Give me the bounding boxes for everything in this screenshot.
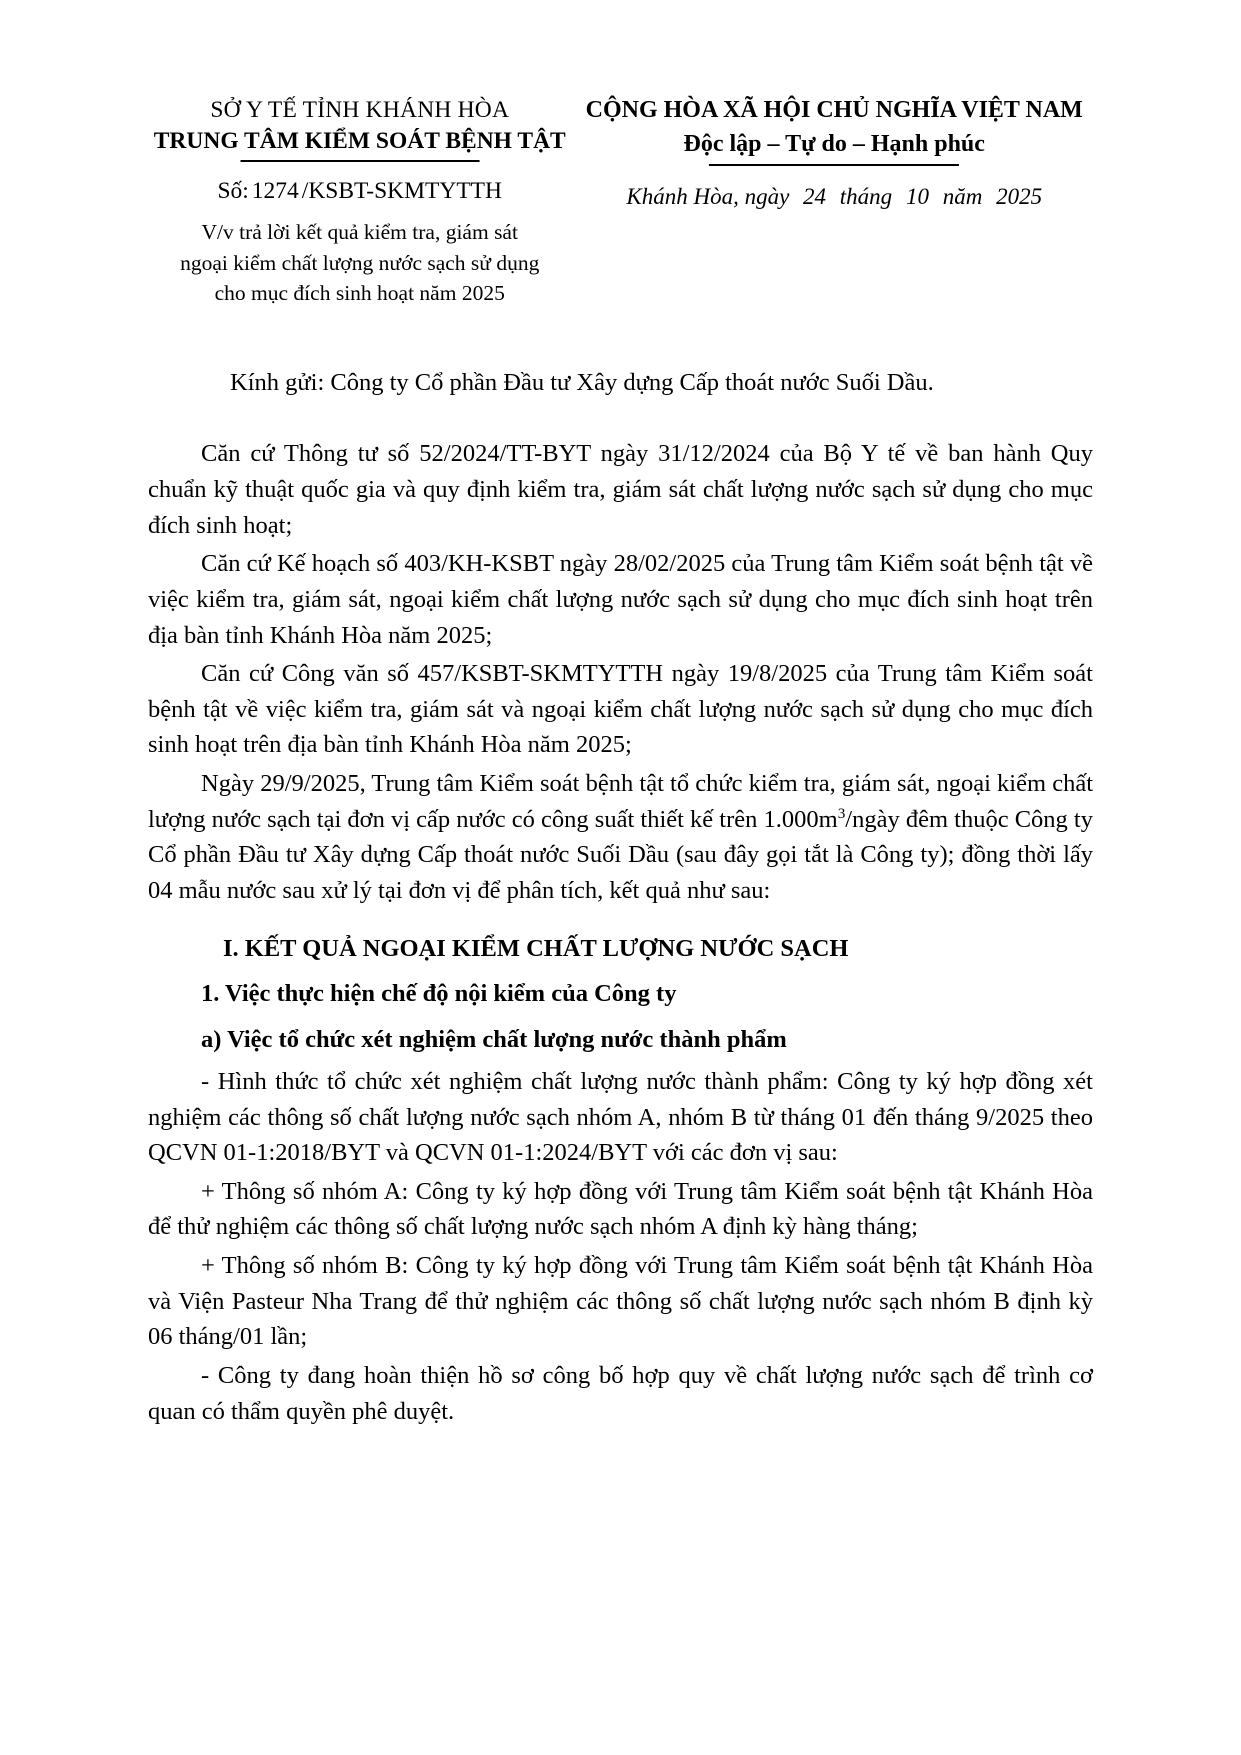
document-number-label: Số: (217, 177, 249, 204)
document-number-line (148, 176, 571, 207)
letterhead (148, 95, 1093, 309)
center-name: TRUNG TÂM KIỂM SOÁT BỆNH TẬT (154, 126, 566, 157)
document-number-suffix: /KSBT-SKMTYTTH (301, 177, 503, 204)
date-day: 24 (803, 184, 827, 210)
place-text: Khánh Hòa, ngày (626, 184, 790, 210)
group-b-parameters-paragraph: + Thông số nhóm B: Công ty ký hợp đồng với Trung tâm Kiểm soát bệnh tật Khánh Hòa và Viện Pasteur Nha Trang để thử nghiệm các thông số chất lượng nước sạch nhóm B định kỳ 06 tháng/01 lần; (148, 1252, 1093, 1351)
group-a-parameters-paragraph: + Thông số nhóm A: Công ty ký hợp đồng với Trung tâm Kiểm soát bệnh tật Khánh Hòa để thử nghiệm các thông số chất lượng nước sạch nhóm A định kỳ hàng tháng; (148, 1177, 1093, 1241)
inspection-text-part-2: /ngày đêm thuộc Công ty Cổ phần Đầu tư Xây dựng Cấp thoát nước Suối Dầu (sau đây gọi tắt là Công ty); đồng thời lấy 04 mẫu nước sau xử lý tại đơn vị để phân tích, kết quả như sau: (148, 805, 1093, 904)
department-name: SỞ Y TẾ TỈNH KHÁNH HÒA (210, 97, 510, 123)
testing-form-paragraph: - Hình thức tổ chức xét nghiệm chất lượng nước thành phẩm: Công ty ký hợp đồng xét nghiệm các thông số chất lượng nước sạch nhóm A, nhóm B từ tháng 01 đến tháng 9/2025 theo QCVN 01-1:2018/BYT và QCVN 01-1:2024/BYT với các đơn vị sau: (148, 1067, 1093, 1167)
subsection-heading-1: 1. Việc thực hiện chế độ nội kiểm của Công ty (201, 980, 677, 1008)
national-name: CỘNG HÒA XÃ HỘI CHỦ NGHĨA VIỆT NAM (585, 97, 1083, 123)
inspection-summary-paragraph (148, 766, 1093, 909)
subject-line-2: ngoại kiểm chất lượng nước sạch sử dụng (180, 250, 540, 275)
date-month: 10 (905, 184, 929, 210)
month-label: tháng (839, 184, 893, 210)
subsection-heading-a: a) Việc tổ chức xét nghiệm chất lượng nước thành phẩm (201, 1026, 787, 1054)
issuing-authority-block (148, 95, 575, 309)
document-number-value: 1274 (251, 177, 299, 204)
national-motto: Độc lập – Tự do – Hạnh phúc (684, 129, 985, 160)
legal-basis-paragraph-2: Căn cứ Kế hoạch số 403/KH-KSBT ngày 28/02/2025 của Trung tâm Kiểm soát bệnh tật về việc kiểm tra, giám sát, ngoại kiểm chất lượng nước sạch sử dụng cho mục đích sinh hoạt trên địa bàn tỉnh Khánh Hòa năm 2025; (148, 550, 1093, 649)
legal-basis-paragraph-1: Căn cứ Thông tư số 52/2024/TT-BYT ngày 31/12/2024 của Bộ Y tế về ban hành Quy chuẩn kỹ thuật quốc gia và quy định kiểm tra, giám sát chất lượng nước sạch sử dụng cho mục đích sinh hoạt; (148, 440, 1093, 539)
cubic-meter-superscript: 3 (837, 804, 846, 822)
year-label: năm (942, 184, 983, 210)
document-body (148, 365, 1093, 1430)
recipient-line: Kính gửi: Công ty Cổ phần Đầu tư Xây dựng Cấp thoát nước Suối Dầu. (230, 368, 934, 396)
subject-block (148, 217, 571, 309)
legal-basis-paragraph-3: Căn cứ Công văn số 457/KSBT-SKMTYTTH ngày 19/8/2025 của Trung tâm Kiểm soát bệnh tật về việc kiểm tra, giám sát và ngoại kiểm chất lượng nước sạch sử dụng cho mục đích sinh hoạt trên địa bàn tỉnh Khánh Hòa năm 2025; (148, 660, 1093, 759)
subject-line-3: cho mục đích sinh hoạt năm 2025 (214, 281, 505, 306)
section-heading-1: I. KẾT QUẢ NGOẠI KIỂM CHẤT LƯỢNG NƯỚC SẠCH (223, 934, 849, 962)
conformity-declaration-paragraph: - Công ty đang hoàn thiện hồ sơ công bố hợp quy về chất lượng nước sạch để trình cơ quan có thẩm quyền phê duyệt. (148, 1362, 1093, 1425)
subject-line-1: V/v trả lời kết quả kiểm tra, giám sát (201, 220, 518, 245)
national-header-block (575, 95, 1093, 212)
inspection-text-part-1: Ngày 29/9/2025, Trung tâm Kiểm soát bệnh tật tổ chức kiểm tra, giám sát, ngoại kiểm chất lượng nước sạch tại đơn vị cấp nước có công suất thiết kế trên 1.000m (148, 770, 1093, 833)
date-year: 2025 (996, 184, 1043, 210)
place-and-date (575, 182, 1093, 212)
